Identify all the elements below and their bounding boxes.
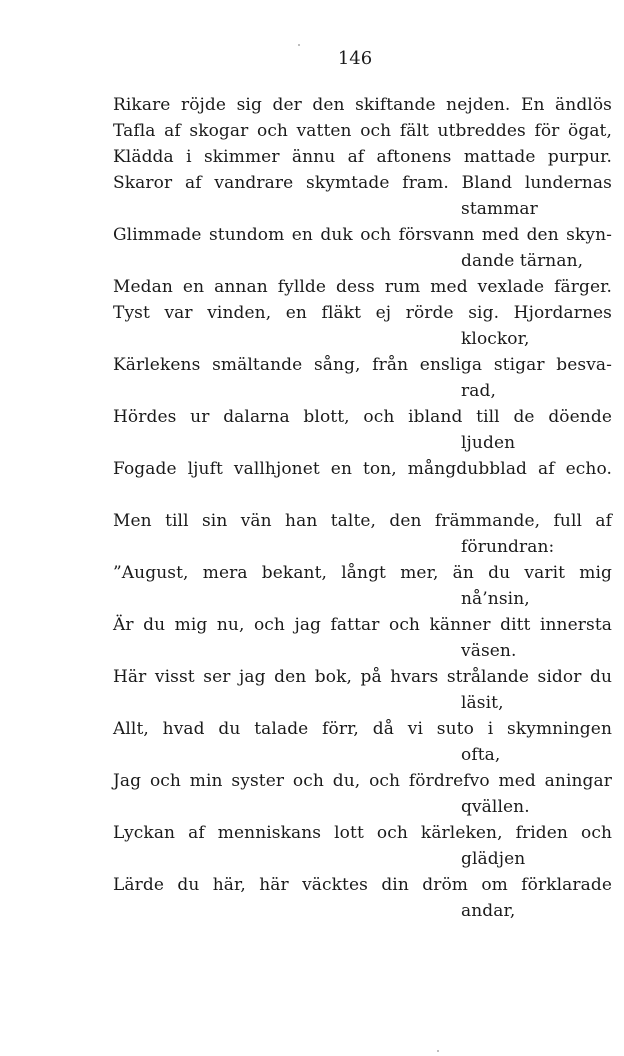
- verse-line: Allt, hvad du talade förr, då vi suto i skymningen: [113, 719, 612, 739]
- verse-line: Glimmade stundom en duk och försvann med den skyn-: [113, 225, 612, 245]
- scan-speck: [437, 1050, 439, 1052]
- verse-line-continuation: rad,: [461, 381, 496, 401]
- verse-line: Här visst ser jag den bok, på hvars strålande sidor du: [113, 667, 612, 687]
- verse-line: Kärlekens smältande sång, från ensliga stigar besva-: [113, 355, 612, 375]
- verse-line-continuation: väsen.: [461, 641, 517, 661]
- verse-line: Hördes ur dalarna blott, och ibland till de döende: [113, 407, 612, 427]
- verse-line-continuation: qvällen.: [461, 797, 530, 817]
- verse-line: Jag och min syster och du, och fördrefvo med aningar: [113, 771, 612, 791]
- verse-line: Rikare röjde sig der den skiftande nejden. En ändlös: [113, 95, 612, 115]
- verse-line: Är du mig nu, och jag fattar och känner ditt innersta: [113, 615, 612, 635]
- verse-line: ”August, mera bekant, långt mer, än du varit mig: [113, 563, 612, 583]
- page-number: 146: [337, 48, 373, 69]
- verse-line-continuation: klockor,: [461, 329, 530, 349]
- verse-line: Lyckan af menniskans lott och kärleken, friden och: [113, 823, 612, 843]
- verse-line: Lärde du här, här väcktes din dröm om förklarade: [113, 875, 612, 895]
- verse-line: Men till sin vän han talte, den främmande, full af: [113, 511, 612, 531]
- scan-speck: [298, 44, 300, 46]
- stanza-gap: [113, 482, 612, 508]
- poem-body: [113, 92, 612, 924]
- verse-line-continuation: glädjen: [461, 849, 526, 869]
- verse-line: Fogade ljuft vallhjonet en ton, mångdubblad af echo.: [113, 459, 612, 479]
- verse-line-continuation: dande tärnan,: [461, 251, 584, 271]
- verse-line-continuation: läsit,: [461, 693, 504, 713]
- verse-line-continuation: ofta,: [461, 745, 501, 765]
- verse-line-continuation: stammar: [461, 199, 538, 219]
- verse-line-continuation: ljuden: [461, 433, 516, 453]
- stanza: [113, 508, 612, 924]
- verse-line: Skaror af vandrare skymtade fram. Bland lundernas: [113, 173, 612, 193]
- verse-line: Klädda i skimmer ännu af aftonens mattade purpur.: [113, 147, 612, 167]
- verse-line: Tyst var vinden, en fläkt ej rörde sig. Hjordarnes: [113, 303, 612, 323]
- verse-line-continuation: andar,: [461, 901, 516, 921]
- verse-line-continuation: nå’nsin,: [461, 589, 530, 609]
- stanza: [113, 92, 612, 482]
- verse-line-continuation: förundran:: [461, 537, 555, 557]
- verse-line: Medan en annan fyllde dess rum med vexlade färger.: [113, 277, 612, 297]
- verse-line: Tafla af skogar och vatten och fält utbreddes för ögat,: [113, 121, 612, 141]
